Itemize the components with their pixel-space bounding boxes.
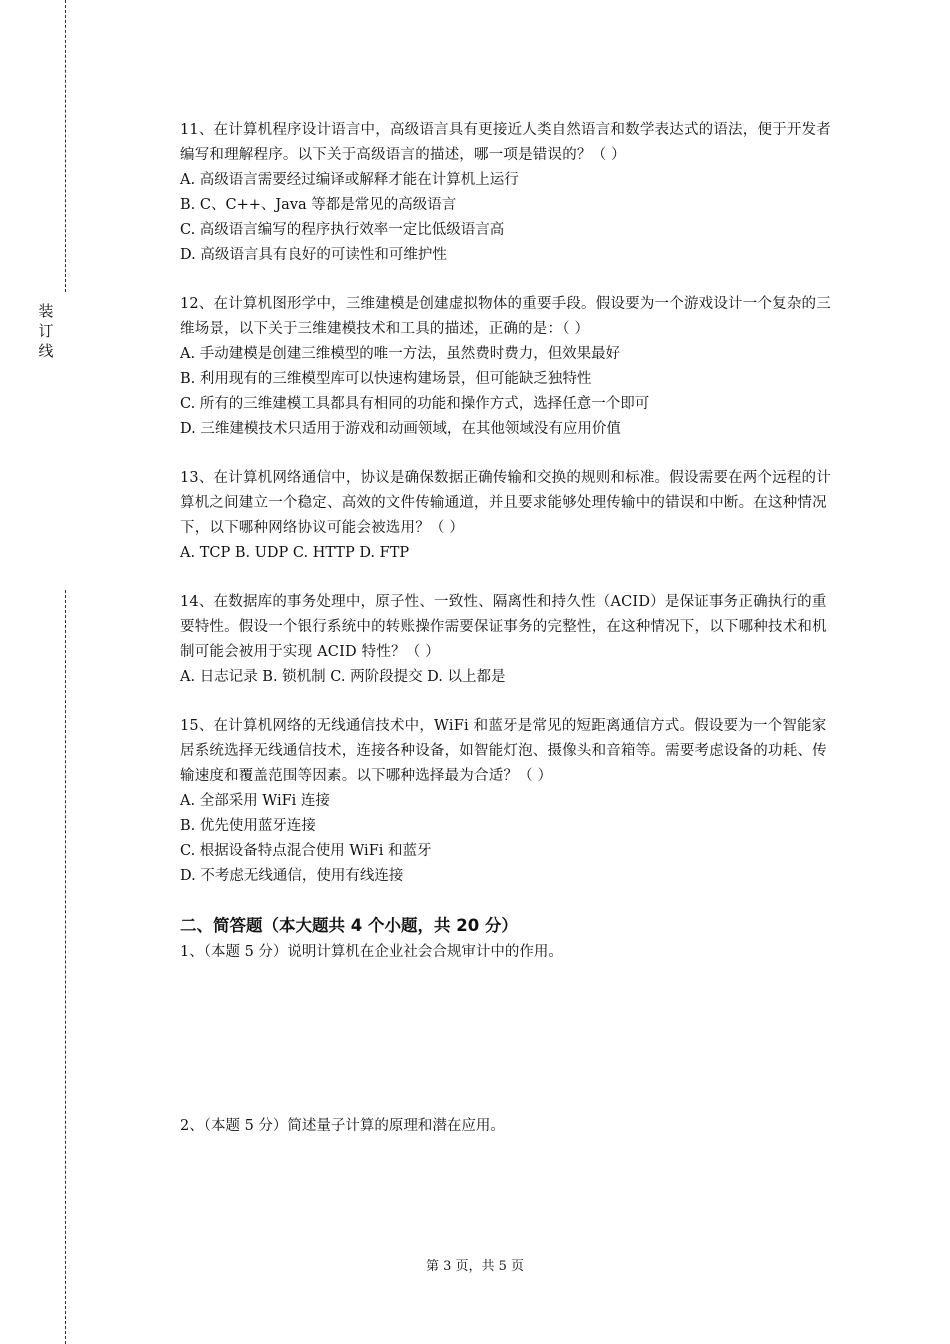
question-option: C. 所有的三维建模工具都具有相同的功能和操作方式，选择任意一个即可 <box>180 396 650 412</box>
binding-label <box>36 301 56 361</box>
question-option: D. 不考虑无线通信，使用有线连接 <box>180 868 404 884</box>
question-option: D. 三维建模技术只适用于游戏和动画领域，在其他领域没有应用价值 <box>180 421 621 437</box>
binding-dashed-line-top <box>65 0 66 292</box>
question-option: C. 根据设备特点混合使用 WiFi 和蓝牙 <box>180 843 432 859</box>
question-11 <box>180 118 840 268</box>
question-14 <box>180 590 840 690</box>
short-answer-question-1: 1、（本题 5 分）说明计算机在企业社会合规审计中的作用。 <box>180 944 563 960</box>
question-option: C. 高级语言编写的程序执行效率一定比低级语言高 <box>180 222 505 238</box>
binding-label-char: 线 <box>38 342 54 360</box>
question-option: D. 高级语言具有良好的可读性和可维护性 <box>180 247 447 263</box>
question-stem: 13、在计算机网络通信中，协议是确保数据正确传输和交换的规则和标准。假设需要在两个远程的计算机之间建立一个稳定、高效的文件传输通道，并且要求能够处理传输中的错误和中断。在这种情况下，以下哪种网络协议可能会被选用？（ ） <box>180 470 831 536</box>
section-title-short-answer: 二、简答题（本大题共 4 个小题，共 20 分） <box>180 916 518 935</box>
question-stem: 15、在计算机网络的无线通信技术中，WiFi 和蓝牙是常见的短距离通信方式。假设要为一个智能家居系统选择无线通信技术，连接各种设备，如智能灯泡、摄像头和音箱等。需要考虑设备的功耗、传输速度和覆盖范围等因素。以下哪种选择最为合适？（ ） <box>180 718 827 784</box>
question-stem: 11、在计算机程序设计语言中，高级语言具有更接近人类自然语言和数学表达式的语法，便于开发者编写和理解程序。以下关于高级语言的描述，哪一项是错误的？（ ） <box>180 122 831 163</box>
question-option: A. 手动建模是创建三维模型的唯一方法，虽然费时费力，但效果最好 <box>180 346 621 362</box>
question-15 <box>180 714 840 889</box>
binding-label-char: 订 <box>38 322 54 340</box>
question-stem: 14、在数据库的事务处理中，原子性、一致性、隔离性和持久性（ACID）是保证事务正确执行的重要特性。假设一个银行系统中的转账操作需要保证事务的完整性，在这种情况下，以下哪种技术和机制可能会被用于实现 ACID 特性？（ ） <box>180 594 827 660</box>
question-option: B. 优先使用蓝牙连接 <box>180 818 316 834</box>
binding-dashed-line-bottom <box>65 590 66 1344</box>
page-number: 第 3 页，共 5 页 <box>425 1259 525 1274</box>
question-option: A. 高级语言需要经过编译或解释才能在计算机上运行 <box>180 172 519 188</box>
question-option: B. 利用现有的三维模型库可以快速构建场景，但可能缺乏独特性 <box>180 371 592 387</box>
question-12 <box>180 292 840 442</box>
short-answer-question-2: 2、（本题 5 分）简述量子计算的原理和潜在应用。 <box>180 1118 505 1134</box>
question-option: A. TCP B. UDP C. HTTP D. FTP <box>180 545 410 561</box>
question-option: A. 日志记录 B. 锁机制 C. 两阶段提交 D. 以上都是 <box>180 669 506 685</box>
binding-label-char: 装 <box>38 302 54 320</box>
question-stem: 12、在计算机图形学中，三维建模是创建虚拟物体的重要手段。假设要为一个游戏设计一个复杂的三维场景，以下关于三维建模技术和工具的描述，正确的是：（ ） <box>180 296 831 337</box>
question-13 <box>180 466 840 566</box>
question-option: A. 全部采用 WiFi 连接 <box>180 793 330 809</box>
question-option: B. C、C++、Java 等都是常见的高级语言 <box>180 197 457 213</box>
